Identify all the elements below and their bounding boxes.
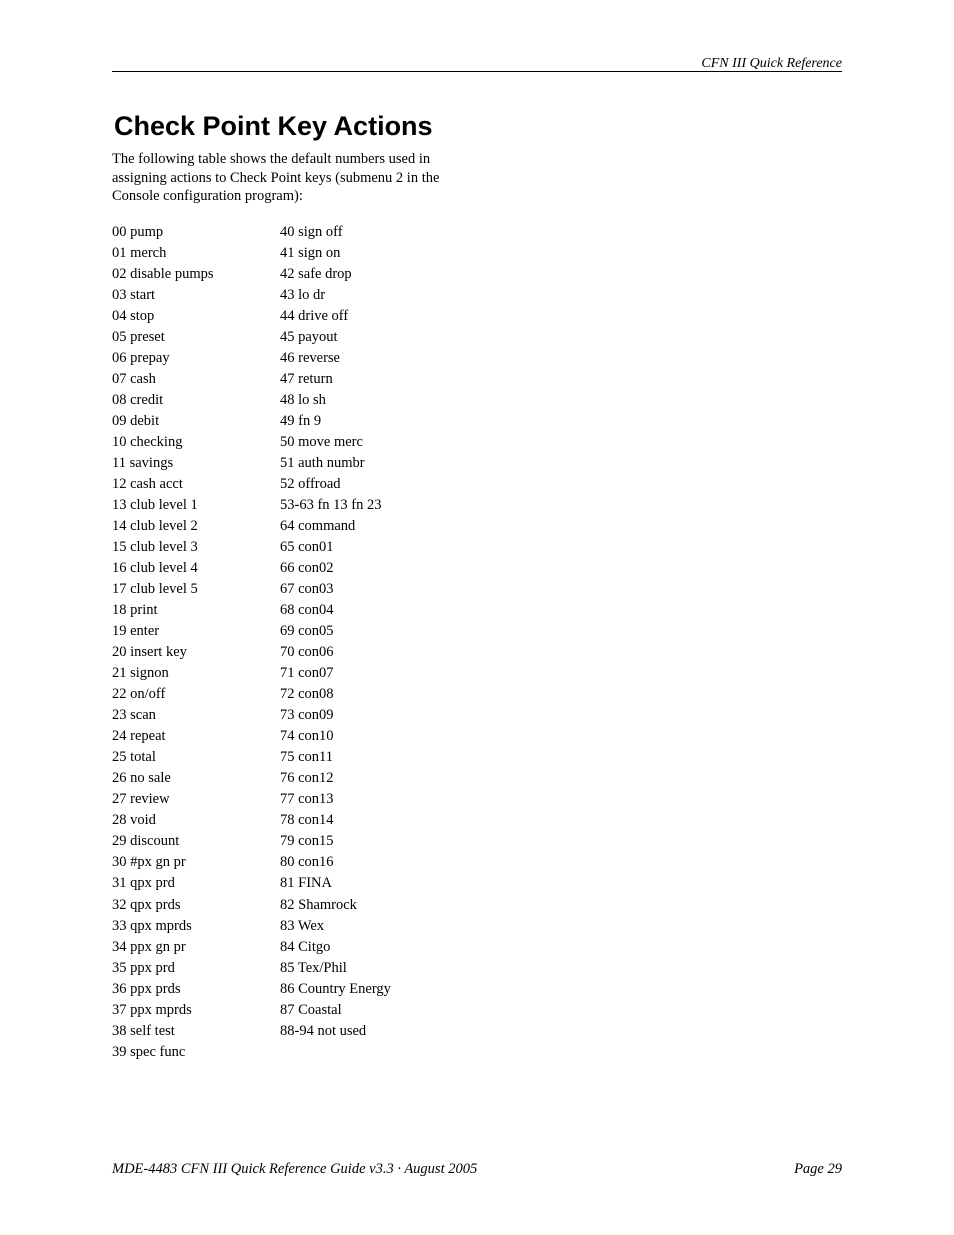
action-cell-left: 15 club level 3 — [112, 539, 198, 556]
action-cell-right: 88-94 not used — [280, 1022, 367, 1039]
table-row — [112, 243, 391, 264]
action-cell-left: 19 enter — [112, 623, 160, 640]
action-cell-left: 09 debit — [112, 413, 160, 430]
page-footer — [112, 1160, 842, 1178]
action-cell-right: 70 con06 — [280, 644, 334, 661]
action-cell-left: 07 cash — [112, 371, 156, 388]
action-cell-left: 10 checking — [112, 434, 183, 451]
intro-paragraph: The following table shows the default numbers used in assigning actions to Check Point keys (submenu 2 in the Console configuration program): — [112, 151, 440, 205]
action-cell-left: 39 spec func — [112, 1043, 186, 1060]
action-cell-left: 37 ppx mprds — [112, 1001, 192, 1018]
action-cell-left: 01 merch — [112, 245, 167, 262]
table-row — [112, 726, 391, 747]
table-row — [112, 453, 391, 474]
action-cell-left: 34 ppx gn pr — [112, 938, 186, 955]
table-row — [112, 852, 391, 873]
action-cell-right: 81 FINA — [280, 875, 332, 892]
action-cell-right: 75 con11 — [280, 749, 334, 766]
action-cell-right: 67 con03 — [280, 581, 334, 598]
action-cell-left: 05 preset — [112, 329, 165, 346]
action-cell-right: 45 payout — [280, 329, 338, 346]
page-title: Check Point Key Actions — [114, 111, 433, 141]
action-cell-right: 66 con02 — [280, 560, 334, 577]
action-cell-left: 11 savings — [112, 455, 174, 472]
table-row — [112, 937, 391, 958]
action-cell-right: 71 con07 — [280, 665, 334, 682]
action-cell-left: 29 discount — [112, 833, 180, 850]
action-cell-left: 30 #px gn pr — [112, 854, 186, 871]
action-cell-left: 16 club level 4 — [112, 560, 198, 577]
action-cell-right: 79 con15 — [280, 833, 334, 850]
table-row — [112, 516, 391, 537]
action-cell-right: 76 con12 — [280, 770, 334, 787]
table-row — [112, 495, 391, 516]
action-cell-right: 41 sign on — [280, 245, 341, 262]
action-cell-left: 00 pump — [112, 224, 164, 240]
action-cell-right: 53-63 fn 13 fn 23 — [280, 497, 382, 514]
action-cell-right: 43 lo dr — [280, 287, 326, 304]
running-header-title: CFN III Quick Reference — [701, 56, 842, 71]
table-row — [112, 747, 391, 768]
action-cell-left: 32 qpx prds — [112, 896, 181, 913]
table-row — [112, 895, 391, 916]
table-row — [112, 558, 391, 579]
table-row — [112, 369, 391, 390]
action-cell-right: 44 drive off — [280, 308, 349, 325]
key-actions-body — [112, 222, 391, 1063]
action-cell-right: 86 Country Energy — [280, 980, 391, 997]
action-cell-right: 83 Wex — [280, 917, 325, 934]
action-cell-left: 12 cash acct — [112, 476, 183, 493]
table-row — [112, 390, 391, 411]
footer-page-number: Page 29 — [794, 1161, 842, 1177]
action-cell-right: 85 Tex/Phil — [280, 959, 347, 976]
table-row — [112, 1021, 391, 1042]
action-cell-right: 42 safe drop — [280, 266, 352, 283]
running-header — [112, 55, 842, 72]
table-row — [112, 958, 391, 979]
action-cell-left: 20 insert key — [112, 644, 187, 661]
action-cell-left: 06 prepay — [112, 350, 170, 367]
action-cell-left: 24 repeat — [112, 728, 166, 745]
table-row — [112, 306, 391, 327]
action-cell-right: 87 Coastal — [280, 1001, 342, 1018]
action-cell-right: 65 con01 — [280, 539, 334, 556]
action-cell-right: 84 Citgo — [280, 938, 331, 955]
action-cell-right: 73 con09 — [280, 707, 334, 724]
action-cell-right: 77 con13 — [280, 791, 334, 808]
action-cell-left: 14 club level 2 — [112, 518, 198, 535]
action-cell-right: 80 con16 — [280, 854, 334, 871]
action-cell-left: 31 qpx prd — [112, 875, 175, 892]
action-cell-right: 72 con08 — [280, 686, 334, 703]
action-cell-right: 48 lo sh — [280, 392, 326, 409]
action-cell-left: 28 void — [112, 812, 156, 829]
action-cell-left: 33 qpx mprds — [112, 917, 192, 934]
action-cell-left: 38 self test — [112, 1022, 175, 1039]
action-cell-right: 49 fn 9 — [280, 413, 322, 430]
table-row — [112, 810, 391, 831]
table-row — [112, 411, 391, 432]
action-cell-right: 78 con14 — [280, 812, 334, 829]
table-row — [112, 789, 391, 810]
table-row — [112, 579, 391, 600]
table-row — [112, 768, 391, 789]
action-cell-right: 47 return — [280, 371, 333, 388]
table-row — [112, 432, 391, 453]
action-cell-left: 22 on/off — [112, 686, 166, 703]
action-cell-left: 03 start — [112, 287, 156, 304]
table-row — [112, 327, 391, 348]
action-cell-right: 64 command — [280, 518, 356, 535]
table-row — [112, 600, 391, 621]
action-cell-left: 02 disable pumps — [112, 266, 214, 283]
table-row — [112, 916, 391, 937]
action-cell-left: 35 ppx prd — [112, 959, 175, 976]
action-cell-left: 17 club level 5 — [112, 581, 198, 598]
action-cell-right: 74 con10 — [280, 728, 334, 745]
action-cell-right: 68 con04 — [280, 602, 334, 619]
table-row — [112, 474, 391, 495]
action-cell-right: 82 Shamrock — [280, 896, 357, 913]
table-row — [112, 537, 391, 558]
action-cell-right: 52 offroad — [280, 476, 341, 493]
table-row — [112, 621, 391, 642]
action-cell-left: 21 signon — [112, 665, 169, 682]
table-row — [112, 705, 391, 726]
key-actions-table — [112, 222, 391, 1063]
table-row — [112, 979, 391, 1000]
table-row — [112, 348, 391, 369]
table-row — [112, 1042, 391, 1063]
table-row — [112, 873, 391, 894]
action-cell-left: 27 review — [112, 791, 170, 808]
action-cell-left: 08 credit — [112, 392, 164, 409]
action-cell-right — [280, 1042, 391, 1063]
table-row — [112, 285, 391, 306]
table-row — [112, 663, 391, 684]
action-cell-left: 26 no sale — [112, 770, 171, 787]
action-cell-left: 13 club level 1 — [112, 497, 198, 514]
action-cell-left: 25 total — [112, 749, 156, 766]
action-cell-left: 36 ppx prds — [112, 980, 181, 997]
action-cell-left: 23 scan — [112, 707, 156, 724]
action-cell-left: 04 stop — [112, 308, 155, 325]
footer-document-title: MDE-4483 CFN III Quick Reference Guide v3.3 · August 2005 — [112, 1161, 478, 1177]
action-cell-right: 51 auth numbr — [280, 455, 365, 472]
action-cell-left: 18 print — [112, 602, 158, 619]
action-cell-right: 40 sign off — [280, 224, 343, 240]
table-row — [112, 642, 391, 663]
action-cell-right: 69 con05 — [280, 623, 334, 640]
table-row — [112, 222, 391, 243]
table-row — [112, 831, 391, 852]
table-row — [112, 264, 391, 285]
action-cell-right: 50 move merc — [280, 434, 363, 451]
table-row — [112, 684, 391, 705]
table-row — [112, 1000, 391, 1021]
action-cell-right: 46 reverse — [280, 350, 340, 367]
